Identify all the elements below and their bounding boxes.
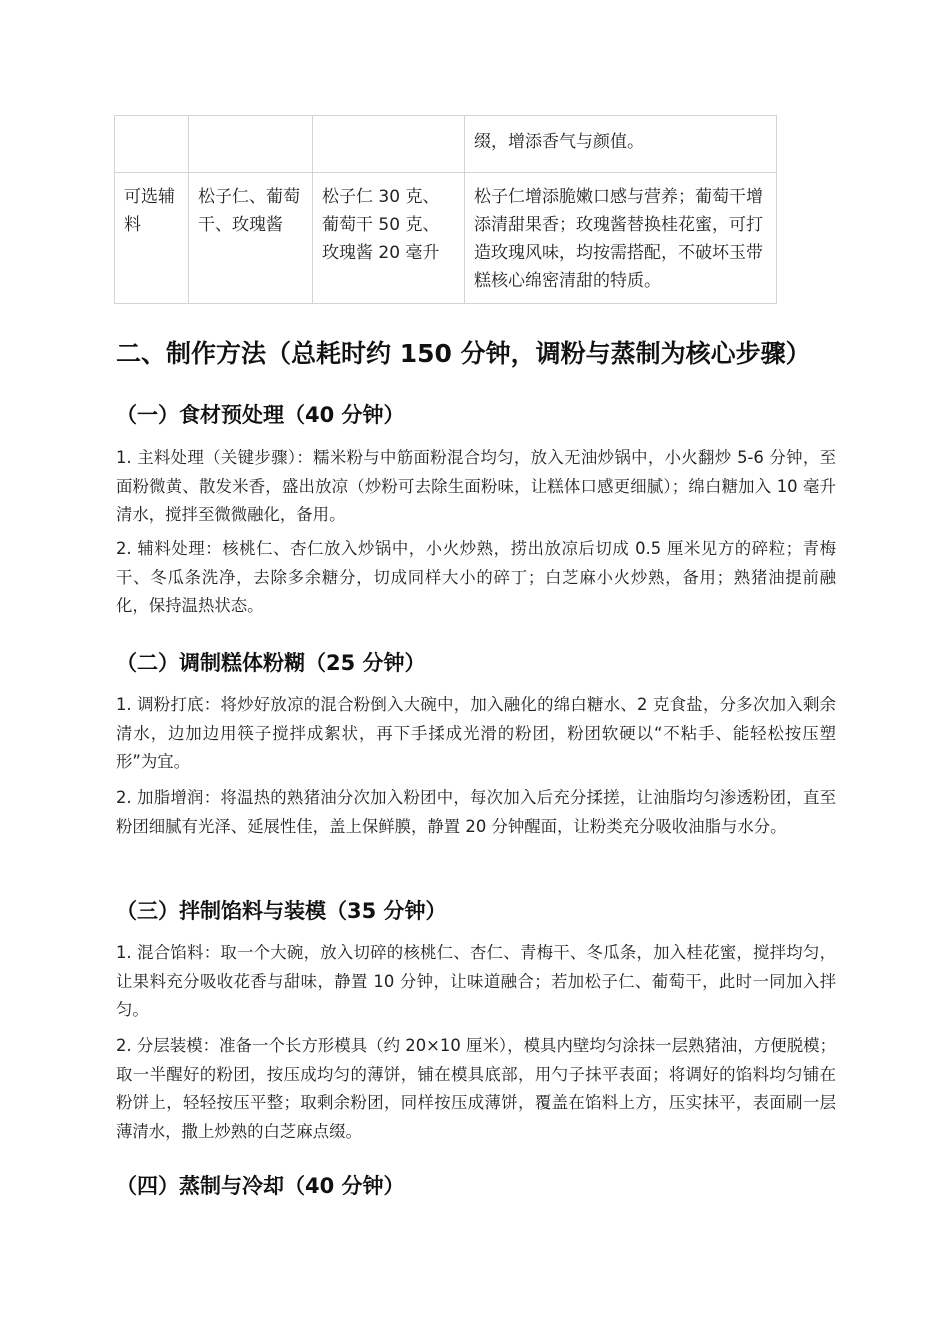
table-cell-category: 可选辅料: [115, 173, 189, 304]
section-heading: 二、制作方法（总耗时约 150 分钟，调粉与蒸制为核心步骤）: [116, 339, 811, 368]
table-cell: 缀，增添香气与颜值。: [465, 116, 777, 173]
table-cell: [189, 116, 313, 173]
step-paragraph: 1. 调粉打底：将炒好放凉的混合粉倒入大碗中，加入融化的绵白糖水、2 克食盐，分多次加入剩余清水，边加边用筷子搅拌成絮状，再下手揉成光滑的粉团，粉团软硬以“不粘手、能轻松按压塑形”为宜。: [116, 695, 836, 771]
ingredient-table: [114, 115, 777, 304]
step-paragraph: 1. 主料处理（关键步骤）：糯米粉与中筋面粉混合均匀，放入无油炒锅中，小火翻炒 5-6 分钟，至面粉微黄、散发米香，盛出放凉（炒粉可去除生面粉味，让糕体口感更细腻）；绵白糖加入 10 毫升清水，搅拌至微微融化，备用。: [116, 448, 836, 524]
table-cell-amounts: 松子仁 30 克、葡萄干 50 克、玫瑰酱 20 毫升: [313, 173, 465, 304]
step-paragraph: 1. 混合馅料：取一个大碗，放入切碎的核桃仁、杏仁、青梅干、冬瓜条，加入桂花蜜，搅拌均匀，让果料充分吸收花香与甜味，静置 10 分钟，让味道融合；若加松子仁、葡萄干，此时一同加入拌匀。: [116, 943, 836, 1019]
subsection-heading: （二）调制糕体粉糊（25 分钟）: [116, 651, 426, 675]
subsection-heading: （一）食材预处理（40 分钟）: [116, 403, 405, 427]
subsection-heading: （三）拌制馅料与装模（35 分钟）: [116, 899, 447, 923]
subsection-heading: （四）蒸制与冷却（40 分钟）: [116, 1174, 405, 1198]
table-row: [115, 173, 777, 304]
table-cell: [115, 116, 189, 173]
table-cell-items: 松子仁、葡萄干、玫瑰酱: [189, 173, 313, 304]
table-cell-notes: 松子仁增添脆嫩口感与营养；葡萄干增添清甜果香；玫瑰酱替换桂花蜜，可打造玫瑰风味，均按需搭配，不破坏玉带糕核心绵密清甜的特质。: [465, 173, 777, 304]
step-paragraph: 2. 分层装模：准备一个长方形模具（约 20×10 厘米），模具内壁均匀涂抹一层熟猪油，方便脱模；取一半醒好的粉团，按压成均匀的薄饼，铺在模具底部，用勺子抹平表面；将调好的馅料均匀铺在粉饼上，轻轻按压平整；取剩余粉团，同样按压成薄饼，覆盖在馅料上方，压实抹平，表面刷一层薄清水，撒上炒熟的白芝麻点缀。: [116, 1036, 836, 1141]
step-paragraph: 2. 辅料处理：核桃仁、杏仁放入炒锅中，小火炒熟，捞出放凉后切成 0.5 厘米见方的碎粒；青梅干、冬瓜条洗净，去除多余糖分，切成同样大小的碎丁；白芝麻小火炒熟，备用；熟猪油提前融化，保持温热状态。: [116, 539, 836, 615]
step-paragraph: 2. 加脂增润：将温热的熟猪油分次加入粉团中，每次加入后充分揉搓，让油脂均匀渗透粉团，直至粉团细腻有光泽、延展性佳，盖上保鲜膜，静置 20 分钟醒面，让粉类充分吸收油脂与水分。: [116, 788, 836, 836]
table-row: [115, 116, 777, 173]
table-cell: [313, 116, 465, 173]
